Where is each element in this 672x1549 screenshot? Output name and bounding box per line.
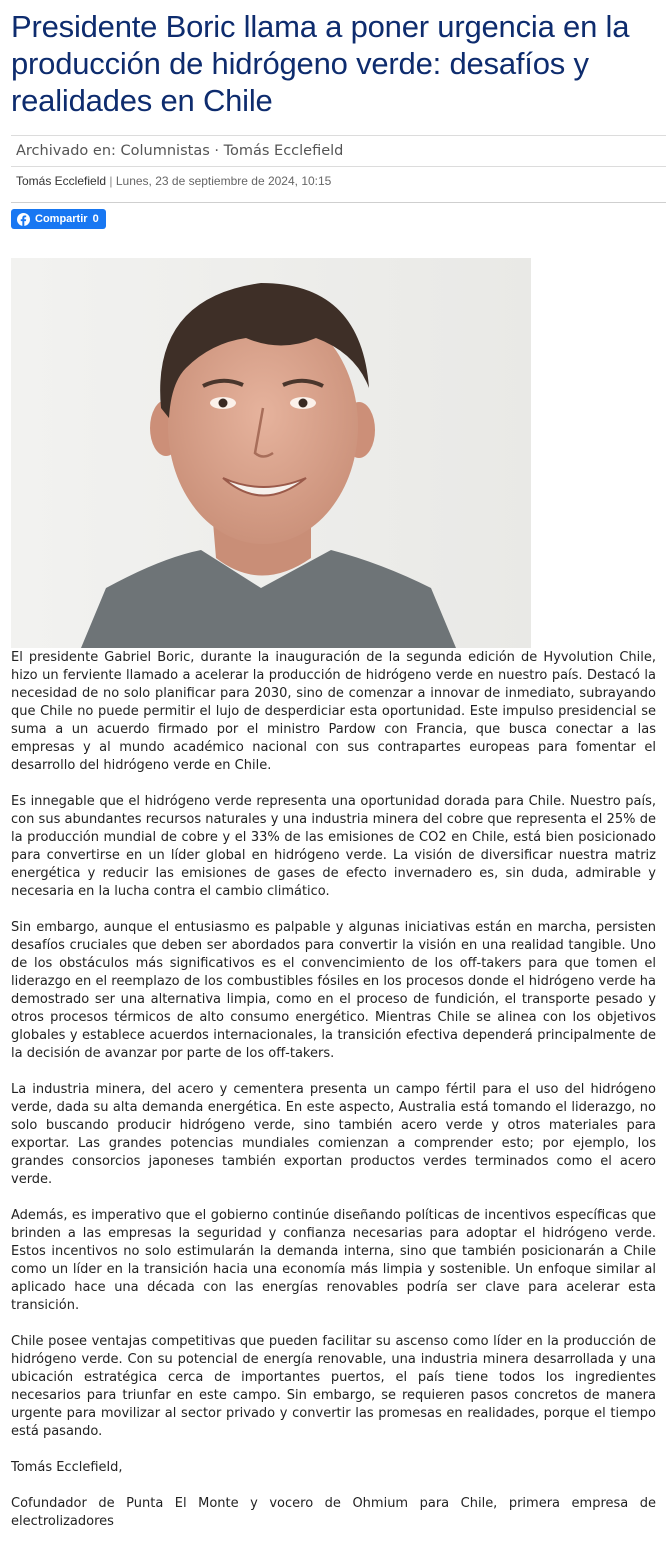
portrait-image: [11, 258, 531, 648]
paragraph: La industria minera, del acero y cementera presenta un campo fértil para el uso del hidrógeno verde, dada su alta demanda energética. En este aspecto, Australia está tomando el liderazgo, no solo buscando producir hidrógeno verde, sino también acero verde y otros materiales para exportar. Las grandes potencias mundiales comienzan a comprender esto; por ejemplo, los grandes consorcios japoneses también exportan productos verdes terminados como el acero verde.: [11, 1082, 656, 1187]
article-body: [11, 649, 656, 1549]
byline: [11, 174, 666, 203]
signature-name: Tomás Ecclefield,: [11, 1460, 123, 1475]
share-count: 0: [92, 213, 99, 225]
paragraph: Sin embargo, aunque el entusiasmo es palpable y algunas iniciativas están en marcha, persisten desafíos cruciales que deben ser abordados para convertir la visión en una realidad tangible. Uno de los obstáculos más significativos es el convencimiento de los off-takers para que tomen el liderazgo en el reemplazo de los combustibles fósiles en los procesos donde el hidrógeno verde ha demostrado ser una alternativa limpia, como en el proceso de fundición, el transporte pesado y otros procesos térmicos de alto consumo energético. Mientras Chile se alinea con los objetivos globales y establece acuerdos internacionales, la transición efectiva dependerá principalmente de la decisión de avanzar por parte de los off-takers.: [11, 920, 656, 1061]
archive-bar: [11, 135, 666, 167]
page-title: Presidente Boric llama a poner urgencia en la producción de hidrógeno verde: desafíos y realidades en Chile: [11, 9, 630, 118]
article-header: [11, 0, 666, 231]
paragraph: Además, es imperativo que el gobierno continúe diseñando políticas de incentivos específicas que brinden a las empresas la seguridad y confianza necesarias para adoptar el hidrógeno verde. Estos incentivos no solo estimularán la demanda interna, sino que también posicionarán a Chile como un líder en la transición hacia una economía más limpia y sostenible. Un enfoque similar al aplicado hace una década con las energías renovables podría ser clave para acelerar esta transición.: [11, 1208, 656, 1313]
signature-role: Cofundador de Punta El Monte y vocero de Ohmium para Chile, primera empresa de electrolizadores: [11, 1496, 656, 1529]
byline-date: Lunes, 23 de septiembre de 2024, 10:15: [115, 174, 332, 188]
byline-author: Tomás Ecclefield: [16, 174, 107, 188]
byline-separator: |: [109, 174, 113, 188]
paragraph: Es innegable que el hidrógeno verde representa una oportunidad dorada para Chile. Nuestro país, con sus abundantes recursos naturales y una industria minera del cobre que representa el 25% de la producción mundial de cobre y el 33% de las emisiones de CO2 en Chile, está bien posicionado para convertirse en un líder global en hidrógeno verde. La visión de diversificar nuestra matriz energética y reducir las emisiones de gases de efecto invernadero es, sin duda, admirable y necesaria en la lucha contra el cambio climático.: [11, 794, 656, 899]
facebook-share-button[interactable]: [11, 209, 106, 229]
paragraph: Chile posee ventajas competitivas que pueden facilitar su ascenso como líder en la producción de hidrógeno verde. Con su potencial de energía renovable, una industria minera desarrollada y una ubicación estratégica cerca de importantes puertos, el país tiene todos los ingredientes necesarios para triunfar en este campo. Sin embargo, se requieren pasos concretos de manera urgente para movilizar al sector privado y convertir las promesas en realidades, porque el tiempo está pasando.: [11, 1334, 656, 1439]
share-label: Compartir: [35, 213, 88, 225]
author-photo: [11, 258, 531, 648]
archive-category-link[interactable]: Columnistas: [120, 143, 210, 159]
archive-label: Archivado en:: [16, 143, 116, 159]
facebook-icon: [17, 213, 30, 226]
archive-separator: ·: [214, 143, 219, 159]
paragraph: El presidente Gabriel Boric, durante la inauguración de la segunda edición de Hyvolution Chile, hizo un ferviente llamado a acelerar la producción de hidrógeno verde en nuestro país. Destacó la necesidad de no solo planificar para 2030, sino de comenzar a innovar de inmediato, subrayando que Chile no puede permitir el lujo de desperdiciar esta oportunidad. Este impulso presidencial se suma a un acuerdo firmado por el ministro Pardow con Francia, que busca conectar a las empresas y al mundo académico nacional con sus contrapartes europeas para fomentar el desarrollo del hidrógeno verde en Chile.: [11, 650, 656, 773]
archive-author-link[interactable]: Tomás Ecclefield: [223, 143, 344, 159]
